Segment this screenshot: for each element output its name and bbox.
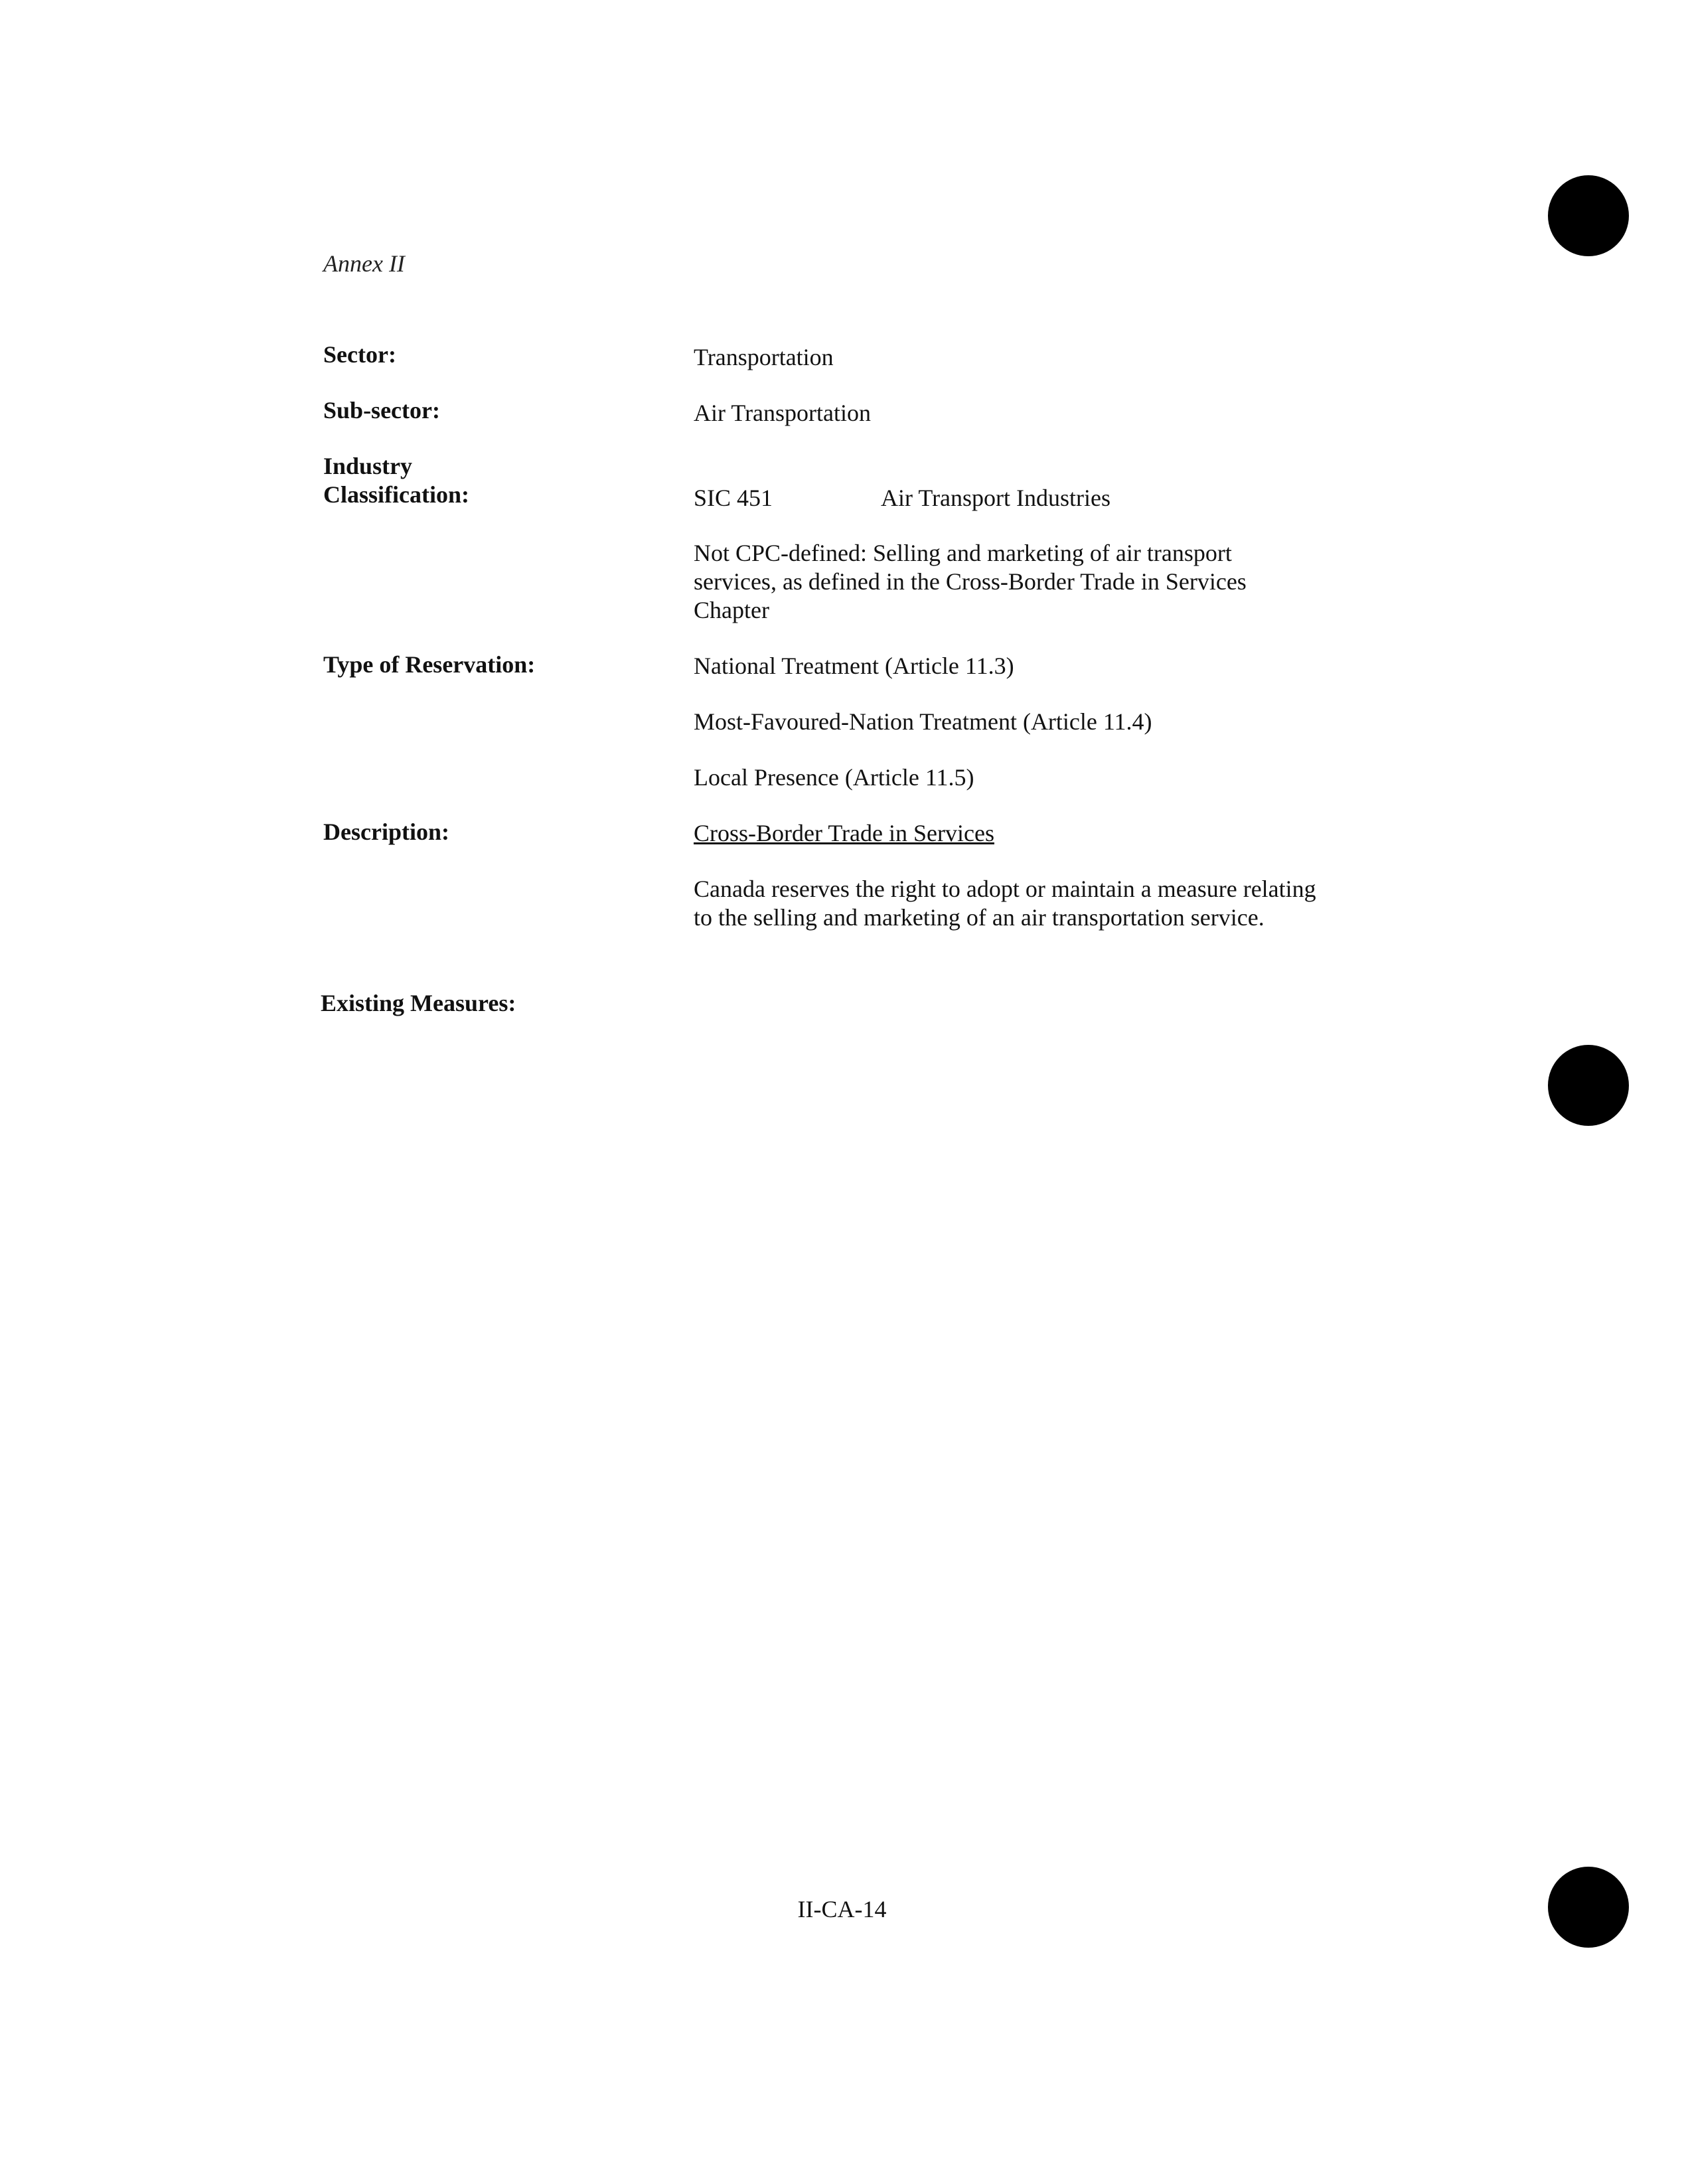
- punch-hole-middle: [1548, 1045, 1629, 1126]
- existing-measures-label: Existing Measures:: [321, 990, 516, 1016]
- description-label: Description:: [323, 819, 449, 845]
- sic-code: SIC 451: [694, 485, 773, 511]
- description-heading: Cross-Border Trade in Services: [694, 820, 994, 846]
- industry-label-line1: Industry: [323, 453, 413, 479]
- type-of-reservation-label: Type of Reservation:: [323, 651, 536, 678]
- sector-value: Transportation: [694, 344, 834, 370]
- industry-classification-label: [323, 452, 469, 509]
- industry-classification-note: Not CPC-defined: Selling and marketing of air transport services, as defined in the Cross-Border Trade in Services Chapter: [694, 540, 1247, 623]
- reservation-item-mfn-treatment: Most-Favoured-Nation Treatment (Article 11.4): [694, 708, 1152, 735]
- description-text: Canada reserves the right to adopt or maintain a measure relating to the selling and marketing of an air transportation service.: [694, 876, 1316, 931]
- sub-sector-label: Sub-sector:: [323, 397, 440, 424]
- sector-label: Sector:: [323, 341, 396, 368]
- sub-sector-value: Air Transportation: [694, 400, 872, 426]
- reservation-item-national-treatment: National Treatment (Article 11.3): [694, 653, 1014, 679]
- industry-label-line2: Classification:: [323, 481, 469, 508]
- page-number: II-CA-14: [797, 1896, 887, 1922]
- sic-description: Air Transport Industries: [881, 485, 1111, 511]
- punch-hole-top: [1548, 175, 1629, 256]
- annex-heading: Annex II: [323, 250, 405, 277]
- reservation-item-local-presence: Local Presence (Article 11.5): [694, 764, 974, 791]
